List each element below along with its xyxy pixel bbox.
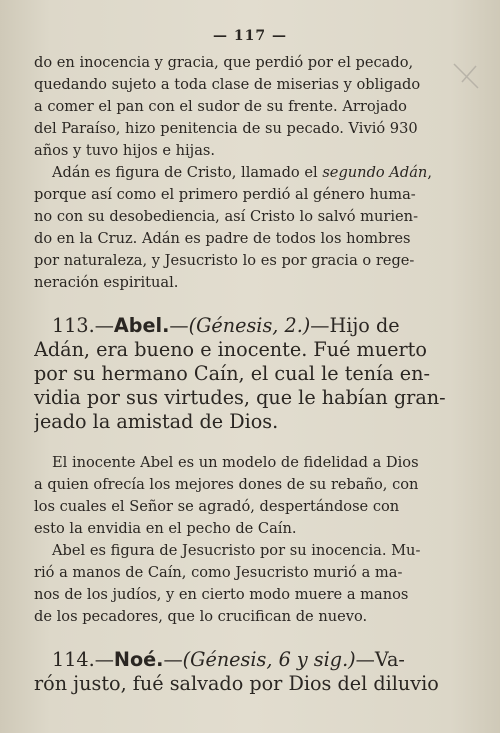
text-line: por su hermano Caín, el cual le tenía en- xyxy=(34,362,431,385)
text-line: jeado la amistad de Dios. xyxy=(34,410,279,433)
text-line: años y tuvo hijos e hijas. xyxy=(34,142,216,159)
paragraph-adam-figure xyxy=(34,162,466,294)
text-line: vidia por sus virtudes, que le habían gran- xyxy=(34,386,446,409)
text-line: los cuales el Señor se agradó, despertándose con xyxy=(34,498,400,515)
text-line: no con su desobediencia, así Cristo lo salvó murien- xyxy=(34,208,418,225)
text-fragment: —Hijo de xyxy=(310,314,400,337)
entry-number: 114.— xyxy=(52,648,114,671)
text-fragment: Adán es figura de Cristo, llamado el xyxy=(52,164,323,181)
entry-number: 113.— xyxy=(52,314,114,337)
text-line: de los pecadores, que lo crucifican de nuevo. xyxy=(34,608,368,625)
text-line: rón justo, fué salvado por Dios del diluvio xyxy=(34,672,439,695)
dash: — xyxy=(163,648,183,671)
entry-name: Noé. xyxy=(113,648,164,671)
text-line: do en la Cruz. Adán es padre de todos los hombres xyxy=(34,230,411,247)
text-fragment: , xyxy=(427,164,432,181)
paragraph-abel-figure xyxy=(34,540,466,628)
paragraph-abel-model xyxy=(34,452,466,540)
text-fragment: —Va- xyxy=(355,648,405,671)
text-line: Abel es figura de Jesucristo por su inocencia. Mu- xyxy=(52,542,421,559)
text-line: quedando sujeto a toda clase de miserias y obligado xyxy=(34,76,421,93)
text-line: do en inocencia y gracia, que perdió por el pecado, xyxy=(34,54,414,71)
text-line: a comer el pan con el sudor de su frente. Arrojado xyxy=(34,98,407,115)
text-line: porque así como el primero perdió al género huma- xyxy=(34,186,416,203)
text-line: neración espiritual. xyxy=(34,274,179,291)
entry-heading-line xyxy=(34,314,466,338)
text-line: a quien ofrecía los mejores dones de su rebaño, con xyxy=(34,476,419,493)
text-line: El inocente Abel es un modelo de fidelidad a Dios xyxy=(52,454,419,471)
text-line xyxy=(34,162,466,184)
entry-name: Abel. xyxy=(113,314,170,337)
entry-113-abel xyxy=(34,314,466,434)
scripture-reference: (Génesis, 6 y sig.) xyxy=(182,648,356,671)
text-line: nos de los judíos, y en cierto modo muere a manos xyxy=(34,586,409,603)
page-number: — 117 — xyxy=(213,28,287,44)
paragraph-adam-end xyxy=(34,52,466,162)
dash: — xyxy=(169,314,189,337)
text-line: rió a manos de Caín, como Jesucristo murió a ma- xyxy=(34,564,403,581)
scripture-reference: (Génesis, 2.) xyxy=(188,314,311,337)
spacer xyxy=(34,434,466,452)
italic-phrase: segundo Adán xyxy=(322,164,428,181)
pencil-mark-icon xyxy=(450,60,482,92)
text-line: del Paraíso, hizo penitencia de su pecado. Vivió 930 xyxy=(34,120,418,137)
entry-114-noe xyxy=(34,648,466,696)
text-line: Adán, era bueno e inocente. Fué muerto xyxy=(34,338,427,361)
text-line: esto la envidia en el pecho de Caín. xyxy=(34,520,297,537)
entry-heading-line xyxy=(34,648,466,672)
text-line: por naturaleza, y Jesucristo lo es por gracia o rege- xyxy=(34,252,415,269)
